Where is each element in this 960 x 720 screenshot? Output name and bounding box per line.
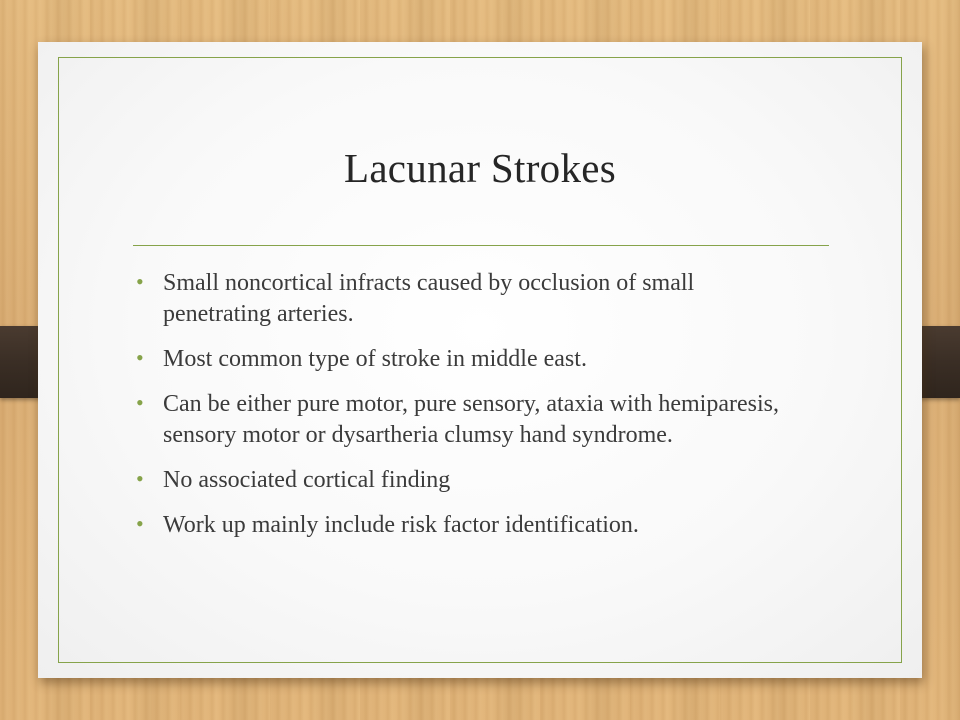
bullet-item [134, 268, 794, 330]
bullet-dot-icon: • [136, 511, 144, 536]
bullet-item [134, 465, 794, 496]
bullet-text: Can be either pure motor, pure sensory, ataxia with hemiparesis, sensory motor or dysartheria clumsy hand syndrome. [163, 391, 779, 448]
slide-title: Lacunar Strokes [343, 145, 617, 191]
bullet-dot-icon: • [136, 390, 144, 415]
title-divider [133, 245, 829, 246]
bullet-list [134, 268, 794, 555]
bullet-text: Small noncortical infracts caused by occlusion of small penetrating arteries. [163, 270, 695, 327]
bullet-text: Most common type of stroke in middle east. [163, 346, 587, 372]
bullet-dot-icon: • [136, 466, 144, 491]
bullet-item [134, 389, 794, 451]
bullet-dot-icon: • [136, 269, 144, 294]
bullet-text: Work up mainly include risk factor identification. [163, 512, 639, 538]
bullet-item [134, 344, 794, 375]
bullet-dot-icon: • [136, 345, 144, 370]
bullet-item [134, 510, 794, 541]
slide-paper [38, 42, 922, 678]
bullet-text: No associated cortical finding [163, 467, 451, 493]
